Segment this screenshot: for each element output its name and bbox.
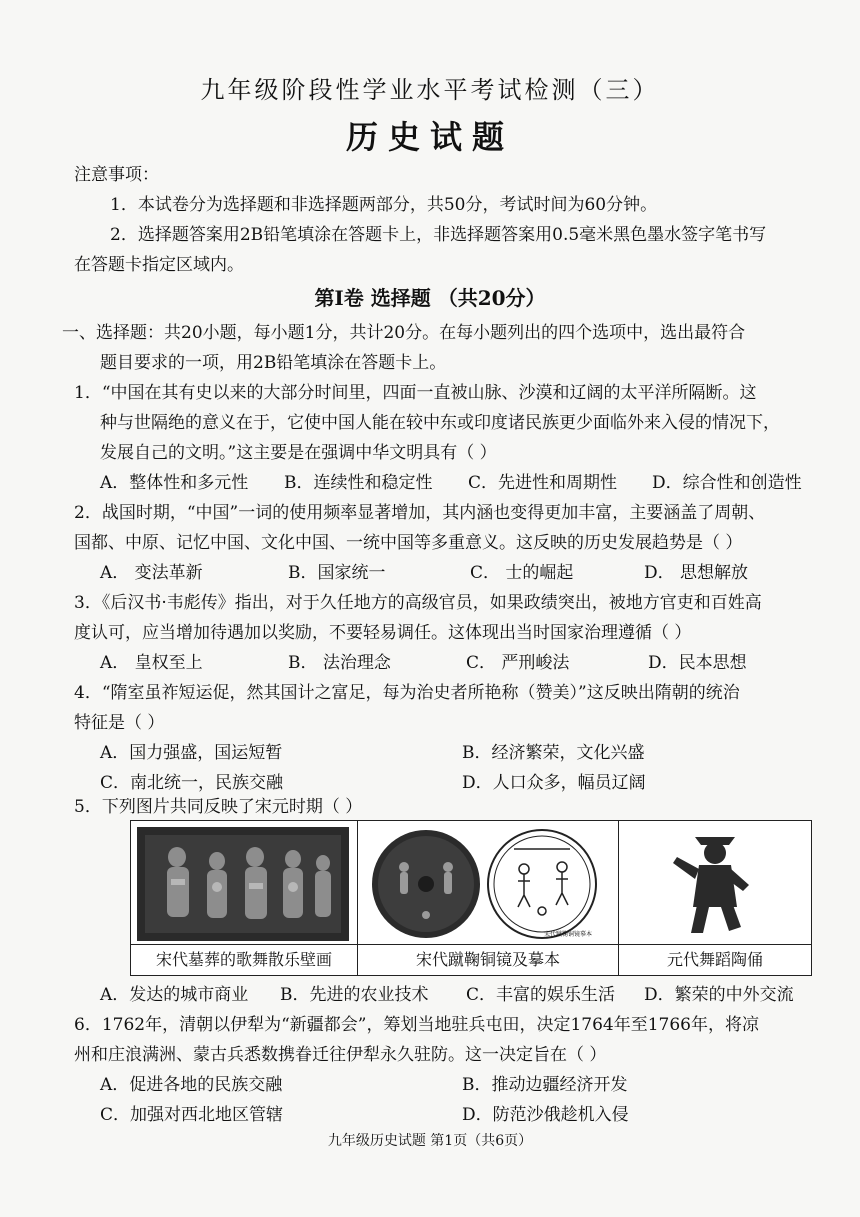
q6-option-b: B．推动边疆经济开发 — [462, 1075, 628, 1095]
q5-caption-3: 元代舞蹈陶俑 — [619, 944, 811, 975]
q2-line2: 国都、中原、记忆中国、文化中国、一统中国等多重意义。这反映的历史发展趋势是（ ） — [74, 533, 743, 553]
q6-option-d: D．防范沙俄趁机入侵 — [462, 1105, 629, 1125]
q4-line2: 特征是（ ） — [74, 713, 165, 733]
q2-option-d: D． 思想解放 — [644, 563, 749, 583]
q6-line2: 州和庄浪满洲、蒙古兵悉数携眷迁往伊犁永久驻防。这一决定旨在（ ） — [74, 1045, 607, 1065]
q4-option-c: C．南北统一，民族交融 — [100, 773, 284, 793]
q5-caption-1: 宋代墓葬的歌舞散乐壁画 — [131, 944, 357, 975]
q3-option-d: D．民本思想 — [648, 653, 747, 673]
q2-option-b: B．国家统一 — [288, 563, 386, 583]
subject-title: 历史试题 — [345, 118, 514, 156]
q1-line3: 发展自己的文明。”这主要是在强调中华文明具有（ ） — [100, 443, 497, 463]
section-instruction-line1: 一、选择题：共20小题，每小题1分，共计20分。在每小题列出的四个选项中，选出最符合 — [62, 323, 746, 343]
mirror-picture — [364, 827, 612, 941]
q1-option-c: C．先进性和周期性 — [468, 473, 618, 493]
notice-item-2-line2: 在答题卡指定区域内。 — [74, 255, 244, 275]
q1-option-a: A．整体性和多元性 — [100, 473, 249, 493]
q6-option-a: A．促进各地的民族交融 — [100, 1075, 283, 1095]
notice-item-1: 1．本试卷分为选择题和非选择题两部分，共50分，考试时间为60分钟。 — [110, 195, 658, 215]
q3-option-a: A． 皇权至上 — [100, 653, 203, 673]
q5-caption-2: 宋代蹴鞠铜镜及摹本 — [358, 944, 618, 975]
page-footer: 九年级历史试题 第1页（共6页） — [327, 1133, 533, 1149]
q3-line2: 度认可，应当增加待遇加以奖励，不要轻易调任。这体现出当时国家治理遵循（ ） — [74, 623, 692, 643]
q5-option-b: B．先进的农业技术 — [280, 985, 429, 1005]
q6-line1: 6．1762年，清朝以伊犁为“新疆都会”，筹划当地驻兵屯田，决定1764年至1766年，将凉 — [74, 1015, 759, 1035]
q5-option-a: A．发达的城市商业 — [100, 985, 249, 1005]
q1-line2: 种与世隔绝的意义在于，它使中国人能在较中东或印度诸民族更少面临外来入侵的情况下， — [100, 413, 780, 433]
q1-option-b: B．连续性和稳定性 — [284, 473, 433, 493]
q2-option-c: C． 士的崛起 — [470, 563, 574, 583]
q2-option-a: A． 变法革新 — [100, 563, 203, 583]
mural-picture — [137, 827, 351, 941]
q5-option-c: C．丰富的娱乐生活 — [466, 985, 616, 1005]
mirror-rubbing-label: 宋代蹴鞠铜镜摹本 — [544, 931, 593, 938]
notice-heading: 注意事项： — [74, 165, 159, 185]
q4-option-a: A．国力强盛，国运短暂 — [100, 743, 283, 763]
notice-item-2-line1: 2．选择题答案用2B铅笔填涂在答题卡上，非选择题答案用0.5毫米黑色墨水签字笔书写 — [110, 225, 767, 245]
q3-option-b: B． 法治理念 — [288, 653, 391, 673]
q5-line1: 5．下列图片共同反映了宋元时期（ ） — [74, 797, 363, 817]
q6-option-c: C．加强对西北地区管辖 — [100, 1105, 284, 1125]
figurine-picture — [625, 827, 805, 941]
q4-line1: 4．“隋室虽祚短运促，然其国计之富足，每为治史者所艳称（赞美）”这反映出隋朝的统治 — [74, 683, 740, 703]
q5-image-panel — [130, 820, 812, 976]
q5-option-d: D．繁荣的中外交流 — [644, 985, 794, 1005]
q5-image-mirror — [358, 821, 619, 975]
section-title: 第Ⅰ卷 选择题 （共20分） — [314, 286, 546, 310]
q3-line1: 3．《后汉书·韦彪传》指出，对于久任地方的高级官员，如果政绩突出，被地方官吏和百姓高 — [74, 593, 762, 613]
q3-option-c: C． 严刑峻法 — [466, 653, 570, 673]
q4-option-d: D．人口众多，幅员辽阔 — [462, 773, 646, 793]
q5-image-mural — [131, 821, 358, 975]
section-instruction-line2: 题目要求的一项，用2B铅笔填涂在答题卡上。 — [100, 353, 447, 373]
q4-option-b: B．经济繁荣，文化兴盛 — [462, 743, 645, 763]
q2-line1: 2．战国时期，“中国”一词的使用频率显著增加，其内涵也变得更加丰富，主要涵盖了周朝、 — [74, 503, 766, 523]
exam-title: 九年级阶段性学业水平考试检测（三） — [200, 76, 660, 104]
q1-option-d: D．综合性和创造性 — [652, 473, 802, 493]
q1-line1: 1．“中国在其有史以来的大部分时间里，四面一直被山脉、沙漠和辽阔的太平洋所隔断。这 — [74, 383, 757, 403]
q5-image-figurine — [619, 821, 811, 975]
